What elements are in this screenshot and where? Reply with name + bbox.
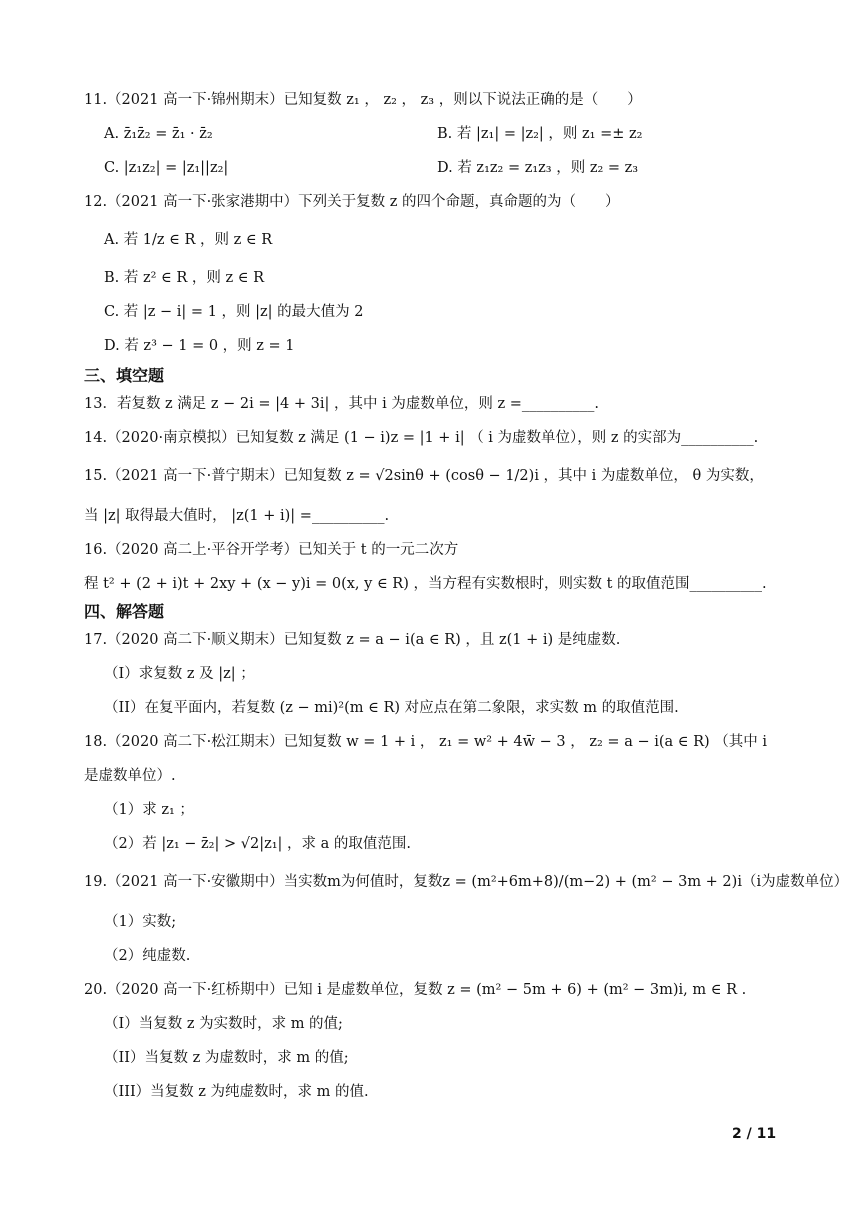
q11-option-c: C. |z₁z₂| = |z₁||z₂| bbox=[104, 160, 229, 176]
q15-line1: 15.（2021 高一下·普宁期末）已知复数 z = √2sinθ + (cosθ − 1/2)i ，其中 i 为虚数单位， θ 为实数， bbox=[84, 468, 764, 484]
q16-line1: 16.（2020 高二上·平谷开学考）已知关于 t 的一元二次方 bbox=[84, 542, 459, 558]
q17-part1: （I）求复数 z 及 |z| ； bbox=[104, 666, 255, 682]
q17-stem: 17.（2020 高二下·顺义期末）已知复数 z = a − i(a ∈ R) ，且 z(1 + i) 是纯虚数. bbox=[84, 632, 621, 648]
q18-part1: （1）求 z₁ ； bbox=[104, 802, 194, 818]
page-number: 2 / 11 bbox=[732, 1126, 777, 1142]
q18-line1: 18.（2020 高二下·松江期末）已知复数 w = 1 + i ， z₁ = w² + 4w̄ − 3 ， z₂ = a − i(a ∈ R) （其中 i bbox=[84, 734, 768, 750]
section-fill-in-blank: 三、填空题 bbox=[84, 366, 165, 385]
q12-option-c: C. 若 |z − i| = 1 ，则 |z| 的最大值为 2 bbox=[104, 304, 364, 320]
q12-option-d: D. 若 z³ − 1 = 0 ，则 z = 1 bbox=[104, 338, 295, 354]
section-answer: 四、解答题 bbox=[84, 602, 165, 621]
q20-part1: （I）当复数 z 为实数时，求 m 的值; bbox=[104, 1016, 343, 1032]
q11-stem: 11.（2021 高一下·锦州期末）已知复数 z₁ ， z₂ ， z₃ ，则以下说法正确的是（ ） bbox=[84, 92, 642, 108]
q17-part2: （II）在复平面内，若复数 (z − mi)²(m ∈ R) 对应点在第二象限，求实数 m 的取值范围. bbox=[104, 700, 679, 716]
q14-text: 14.（2020·南京模拟）已知复数 z 满足 (1 − i)z = |1 + i| （ i 为虚数单位），则 z 的实部为__________. bbox=[84, 430, 759, 446]
q11-option-b: B. 若 |z₁| = |z₂| ，则 z₁ =± z₂ bbox=[437, 126, 643, 142]
q15-line2: 当 |z| 取得最大值时， |z(1 + i)| =__________. bbox=[84, 508, 390, 524]
q16-line2: 程 t² + (2 + i)t + 2xy + (x − y)i = 0(x, y ∈ R) ，当方程有实数根时，则实数 t 的取值范围__________. bbox=[84, 576, 767, 592]
q11-option-a: A. z̄₁z̄₂ = z̄₁ · z̄₂ bbox=[104, 126, 213, 142]
q20-stem: 20.（2020 高一下·红桥期中）已知 i 是虚数单位，复数 z = (m² − 5m + 6) + (m² − 3m)i, m ∈ R . bbox=[84, 982, 747, 998]
q11-option-d: D. 若 z₁z₂ = z₁z₃ ，则 z₂ = z₃ bbox=[437, 160, 639, 176]
q12-option-b: B. 若 z² ∈ R ，则 z ∈ R bbox=[104, 270, 265, 286]
q19-part2: （2）纯虚数. bbox=[104, 948, 191, 964]
q19-part1: （1）实数; bbox=[104, 914, 177, 930]
q20-part3: （III）当复数 z 为纯虚数时，求 m 的值. bbox=[104, 1084, 369, 1100]
q12-stem: 12.（2021 高一下·张家港期中）下列关于复数 z 的四个命题，真命题的为（ ） bbox=[84, 194, 620, 210]
q18-line2: 是虚数单位）. bbox=[84, 768, 176, 784]
q13-text: 13．若复数 z 满足 z − 2i = |4 + 3i| ，其中 i 为虚数单位，则 z =__________. bbox=[84, 396, 599, 412]
q12-option-a: A. 若 1/z ∈ R ，则 z ∈ R bbox=[104, 232, 273, 248]
q19-stem: 19.（2021 高一下·安徽期中）当实数m为何值时，复数z = (m²+6m+8)/(m−2) + (m² − 3m + 2)i（i为虚数单位） bbox=[84, 874, 849, 890]
q20-part2: （II）当复数 z 为虚数时，求 m 的值; bbox=[104, 1050, 349, 1066]
q18-part2: （2）若 |z₁ − z̄₂| > √2|z₁| ，求 a 的取值范围. bbox=[104, 836, 412, 852]
